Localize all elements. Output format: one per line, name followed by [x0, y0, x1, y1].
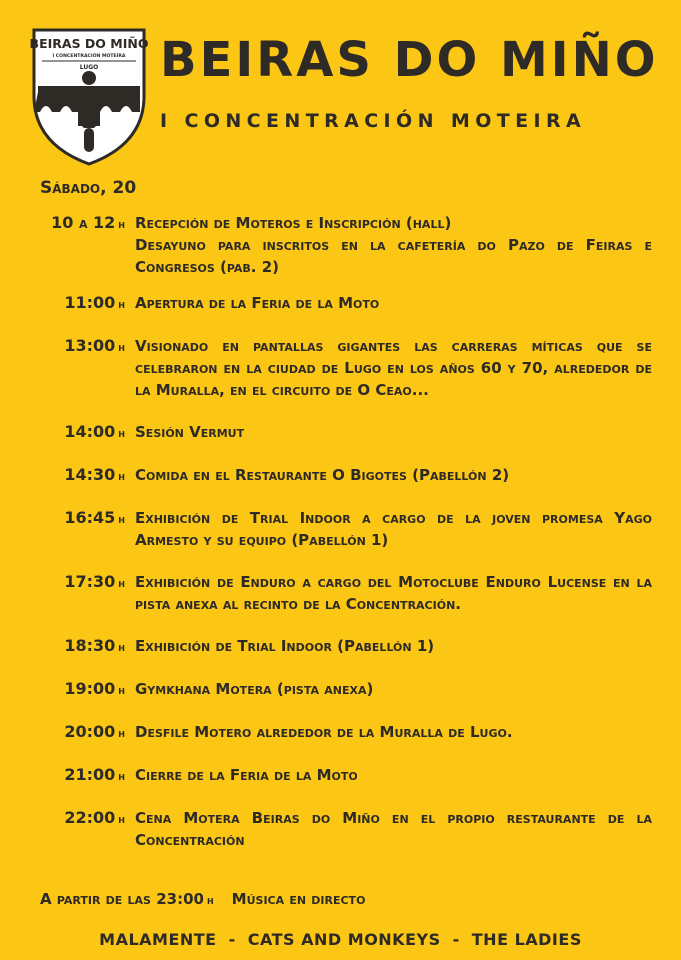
schedule-description-line: Gymkhana Motera (pista anexa) — [135, 680, 374, 698]
schedule-description-line: Exhibición de Trial Indoor (Pabellón 1) — [135, 637, 435, 655]
late-night-line — [40, 890, 365, 908]
schedule-hour-suffix: h — [118, 640, 125, 654]
schedule-time — [22, 635, 125, 658]
schedule-description-line: Visionado en pantallas gigantes las carreras míticas que se celebraron en la ciudad de Lugo en los años 60 y 70, alrededor de la Muralla, en el circuito de O Ceao... — [135, 337, 652, 399]
band-lineup — [0, 930, 681, 949]
schedule-item — [22, 807, 652, 851]
schedule-time-value: 19:00 — [64, 679, 116, 698]
schedule-time — [22, 507, 125, 530]
band-separator: - — [228, 930, 236, 949]
schedule-item — [22, 212, 652, 278]
schedule-item — [22, 635, 652, 658]
schedule-description-line: Exhibición de Trial Indoor a cargo de la joven promesa Yago Armesto y su equipo (Pabellón 1) — [135, 509, 652, 549]
event-subtitle: I CONCENTRACIÓN MOTEIRA — [160, 110, 587, 132]
schedule-hour-suffix: h — [118, 769, 125, 783]
schedule-description-line: Desayuno para inscritos en la cafetería do Pazo de Feiras e Congresos (pab. 2) — [135, 236, 652, 276]
band-name: MALAMENTE — [99, 930, 217, 949]
schedule-item — [22, 335, 652, 401]
schedule-description — [135, 212, 652, 278]
event-title: BEIRAS DO MIÑO — [160, 32, 659, 88]
schedule-time — [22, 764, 125, 787]
badge-tagline: I CONCENTRACIÓN MOTEIRA — [52, 54, 126, 59]
schedule-description — [135, 421, 652, 443]
schedule-item — [22, 678, 652, 701]
schedule-item — [22, 464, 652, 487]
schedule-time-value: 22:00 — [64, 808, 116, 827]
schedule-time — [22, 678, 125, 701]
schedule-description-line: Sesión Vermut — [135, 423, 245, 441]
band-separator: - — [452, 930, 460, 949]
schedule-time-value: 13:00 — [64, 336, 116, 355]
schedule-description — [135, 571, 652, 615]
schedule-time-value: 14:30 — [64, 465, 116, 484]
schedule-hour-suffix: h — [118, 426, 125, 440]
schedule-hour-suffix: h — [118, 683, 125, 697]
schedule-description — [135, 721, 652, 743]
late-night-event: Música en directo — [231, 890, 366, 908]
schedule-time — [22, 464, 125, 487]
schedule-time-value: 11:00 — [64, 293, 116, 312]
schedule-description — [135, 635, 652, 657]
schedule-description-line: Cierre de la Feria de la Moto — [135, 766, 358, 784]
schedule-description — [135, 507, 652, 551]
schedule-description-line: Apertura de la Feria de la Moto — [135, 294, 380, 312]
schedule-hour-suffix: h — [118, 340, 125, 354]
band-name: CATS AND MONKEYS — [247, 930, 441, 949]
schedule-description — [135, 678, 652, 700]
event-badge-logo — [30, 26, 148, 168]
schedule-time — [22, 212, 125, 235]
schedule-time — [22, 807, 125, 830]
schedule-time — [22, 335, 125, 358]
schedule-hour-suffix: h — [118, 512, 125, 526]
schedule-hour-suffix: h — [118, 217, 125, 231]
schedule-time-value: 17:30 — [64, 572, 116, 591]
schedule-description — [135, 764, 652, 786]
schedule-description-line: Comida en el Restaurante O Bigotes (Pabellón 2) — [135, 466, 510, 484]
schedule-hour-suffix: h — [118, 469, 125, 483]
schedule-description — [135, 464, 652, 486]
schedule-list — [22, 212, 652, 851]
schedule-hour-suffix: h — [118, 726, 125, 740]
schedule-description-line: Desfile Motero alrededor de la Muralla de Lugo. — [135, 723, 513, 741]
schedule-description-line: Exhibición de Enduro a cargo del Motoclube Enduro Lucense en la pista anexa al recinto de la Concentración. — [135, 573, 652, 613]
schedule-time-value: 18:30 — [64, 636, 116, 655]
schedule-item — [22, 721, 652, 744]
late-night-prefix: A partir de las 23:00 — [40, 890, 204, 908]
schedule-description — [135, 292, 652, 314]
schedule-hour-suffix: h — [118, 576, 125, 590]
schedule-time-value: 20:00 — [64, 722, 116, 741]
schedule-time — [22, 292, 125, 315]
schedule-time-value: 14:00 — [64, 422, 116, 441]
badge-name: BEIRAS DO MIÑO — [30, 36, 148, 51]
schedule-item — [22, 292, 652, 315]
schedule-hour-suffix: h — [118, 297, 125, 311]
schedule-time — [22, 421, 125, 444]
schedule-description — [135, 807, 652, 851]
schedule-description-line: Cena Motera Beiras do Miño en el propio restaurante de la Concentración — [135, 809, 652, 849]
schedule-time — [22, 721, 125, 744]
schedule-item — [22, 507, 652, 551]
schedule-item — [22, 571, 652, 615]
schedule-time — [22, 571, 125, 594]
schedule-hour-suffix: h — [118, 812, 125, 826]
schedule-item — [22, 421, 652, 444]
day-heading: Sábado, 20 — [40, 178, 137, 198]
schedule-time-value: 21:00 — [64, 765, 116, 784]
schedule-item — [22, 764, 652, 787]
late-night-hour-suffix: h — [206, 893, 214, 907]
band-name: THE LADIES — [471, 930, 582, 949]
schedule-time-value: 16:45 — [64, 508, 116, 527]
schedule-time-value: 10 a 12 — [51, 213, 116, 232]
schedule-description — [135, 335, 652, 401]
badge-city: LUGO — [79, 64, 99, 71]
schedule-description-line: Recepción de Moteros e Inscripción (hall) — [135, 214, 452, 232]
